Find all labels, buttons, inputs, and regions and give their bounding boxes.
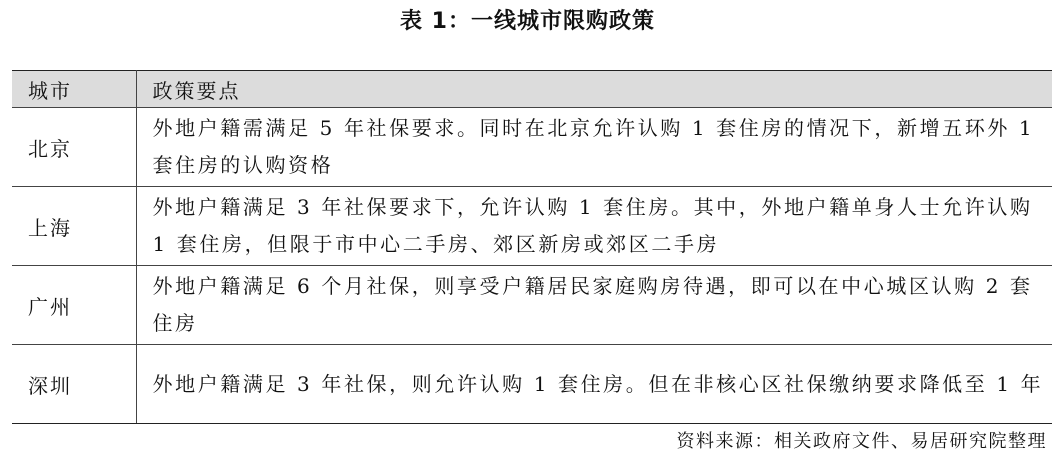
- table-row: [12, 345, 1052, 424]
- column-header-city: 城市: [12, 71, 136, 108]
- city-cell: 北京: [12, 108, 136, 187]
- table-row: [12, 108, 1052, 187]
- table-header-row: [12, 71, 1052, 108]
- source-note: 资料来源：相关政府文件、易居研究院整理: [676, 431, 1047, 452]
- policy-cell: 外地户籍满足 6 个月社保，则享受户籍居民家庭购房待遇，即可以在中心城区认购 2 套住房: [136, 266, 1052, 345]
- column-header-policy: 政策要点: [136, 71, 1052, 108]
- table-row: [12, 187, 1052, 266]
- table-row: [12, 266, 1052, 345]
- policy-cell: 外地户籍需满足 5 年社保要求。同时在北京允许认购 1 套住房的情况下，新增五环外 1 套住房的认购资格: [136, 108, 1052, 187]
- city-cell: 深圳: [12, 345, 136, 424]
- city-cell: 广州: [12, 266, 136, 345]
- city-cell: 上海: [12, 187, 136, 266]
- table-title: 表 1：一线城市限购政策: [400, 9, 655, 34]
- policy-table: [12, 70, 1052, 424]
- policy-cell: 外地户籍满足 3 年社保，则允许认购 1 套住房。但在非核心区社保缴纳要求降低至 1 年: [136, 345, 1052, 424]
- policy-cell: 外地户籍满足 3 年社保要求下，允许认购 1 套住房。其中，外地户籍单身人士允许认购 1 套住房，但限于市中心二手房、郊区新房或郊区二手房: [136, 187, 1052, 266]
